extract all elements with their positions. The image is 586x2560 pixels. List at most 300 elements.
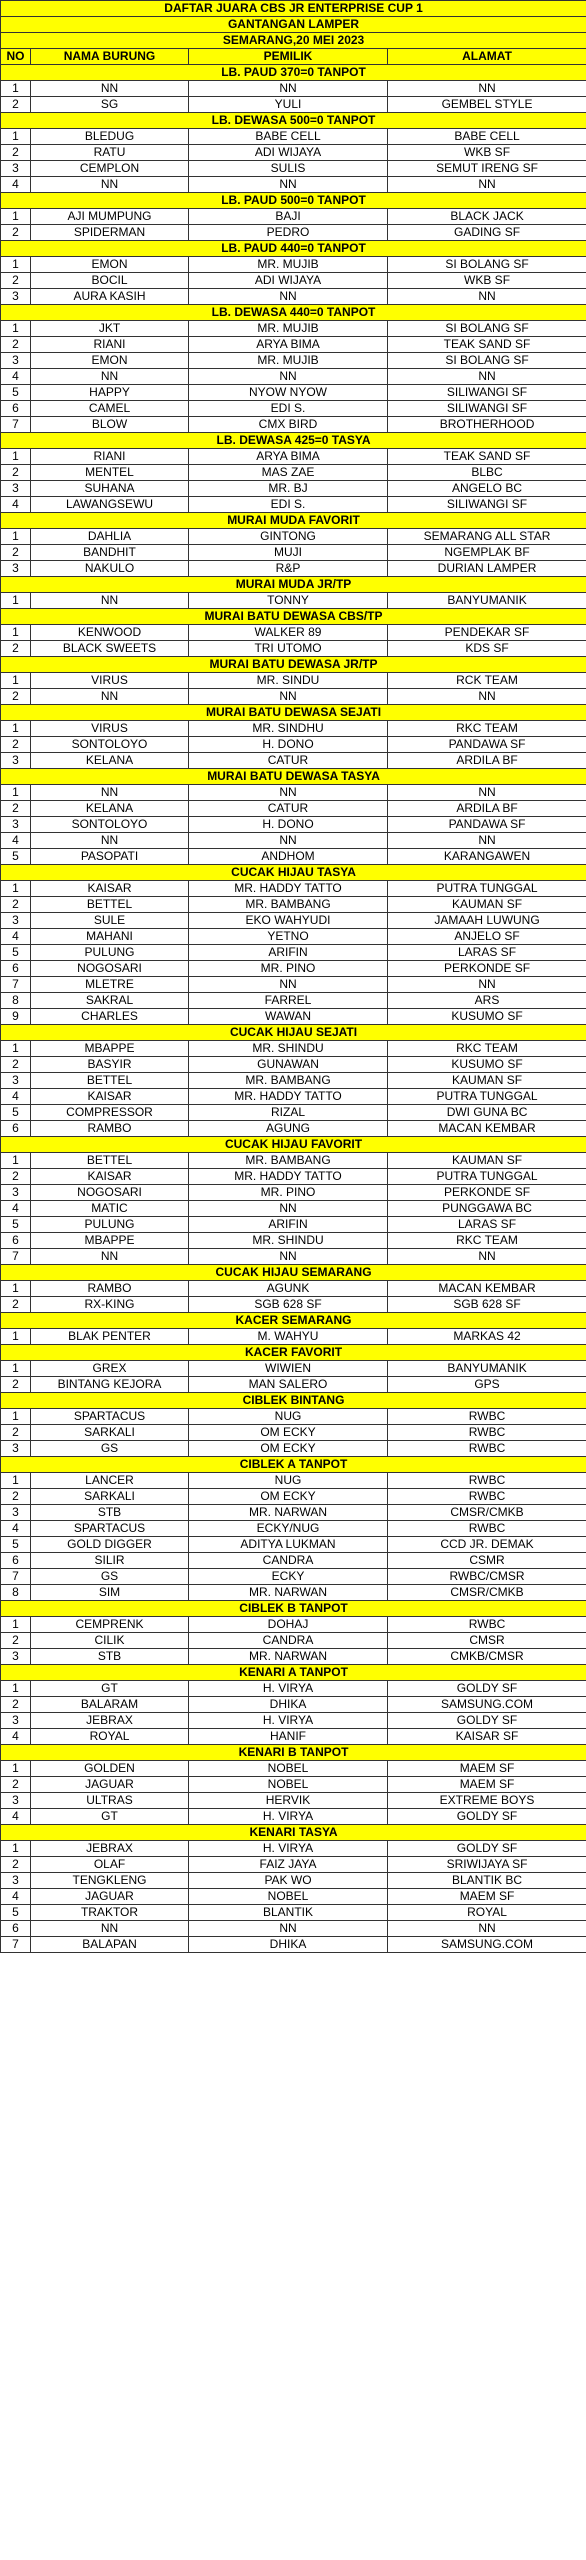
table-row <box>1 145 586 161</box>
owner-cell: NN <box>189 289 388 305</box>
owner-cell: FAIZ JAYA <box>189 1857 388 1873</box>
owner-cell: HERVIK <box>189 1793 388 1809</box>
bird-name-cell: SARKALI <box>31 1425 189 1441</box>
address-cell: SEMUT IRENG SF <box>388 161 586 177</box>
owner-cell: NN <box>189 977 388 993</box>
table-row <box>1 993 586 1009</box>
bird-name-cell: HAPPY <box>31 385 189 401</box>
owner-cell: MR. SHINDU <box>189 1041 388 1057</box>
owner-cell: YULI <box>189 97 388 113</box>
address-cell: ARS <box>388 993 586 1009</box>
rank-cell: 6 <box>1 1233 31 1249</box>
owner-cell: NN <box>189 785 388 801</box>
address-cell: WKB SF <box>388 145 586 161</box>
address-cell: GPS <box>388 1377 586 1393</box>
table-row <box>1 1201 586 1217</box>
section-title: MURAI BATU DEWASA JR/TP <box>1 657 586 673</box>
table-row <box>1 929 586 945</box>
address-cell: MACAN KEMBAR <box>388 1121 586 1137</box>
owner-cell: ECKY/NUG <box>189 1521 388 1537</box>
table-row <box>1 1041 586 1057</box>
section-header-row <box>1 1601 586 1617</box>
bird-name-cell: RX-KING <box>31 1297 189 1313</box>
rank-cell: 6 <box>1 401 31 417</box>
address-cell: LARAS SF <box>388 1217 586 1233</box>
address-cell: SILIWANGI SF <box>388 385 586 401</box>
section-title: KENARI B TANPOT <box>1 1745 586 1761</box>
venue: GANTANGAN LAMPER <box>1 17 586 33</box>
rank-cell: 1 <box>1 529 31 545</box>
section-header-row <box>1 1457 586 1473</box>
section-title: LB. DEWASA 500=0 TANPOT <box>1 113 586 129</box>
address-cell: NN <box>388 977 586 993</box>
section-header-row <box>1 1025 586 1041</box>
rank-cell: 1 <box>1 1473 31 1489</box>
bird-name-cell: LANCER <box>31 1473 189 1489</box>
rank-cell: 2 <box>1 1489 31 1505</box>
address-cell: CMSR/CMKB <box>388 1505 586 1521</box>
rank-cell: 4 <box>1 1521 31 1537</box>
owner-cell: H. DONO <box>189 817 388 833</box>
bird-name-cell: KAISAR <box>31 881 189 897</box>
rank-cell: 3 <box>1 289 31 305</box>
address-cell: MAEM SF <box>388 1889 586 1905</box>
table-row <box>1 1169 586 1185</box>
rank-cell: 9 <box>1 1009 31 1025</box>
address-cell: GOLDY SF <box>388 1841 586 1857</box>
address-cell: PUTRA TUNGGAL <box>388 1089 586 1105</box>
table-row <box>1 545 586 561</box>
owner-cell: BABE CELL <box>189 129 388 145</box>
bird-name-cell: NN <box>31 1921 189 1937</box>
owner-cell: H. VIRYA <box>189 1713 388 1729</box>
owner-cell: OM ECKY <box>189 1425 388 1441</box>
address-cell: ANJELO SF <box>388 929 586 945</box>
owner-cell: OM ECKY <box>189 1441 388 1457</box>
address-cell: MARKAS 42 <box>388 1329 586 1345</box>
table-row <box>1 337 586 353</box>
address-cell: RKC TEAM <box>388 721 586 737</box>
bird-name-cell: MBAPPE <box>31 1233 189 1249</box>
owner-cell: CANDRA <box>189 1633 388 1649</box>
rank-cell: 4 <box>1 1809 31 1825</box>
address-cell: RWBC <box>388 1409 586 1425</box>
owner-cell: CATUR <box>189 753 388 769</box>
table-row <box>1 129 586 145</box>
bird-name-cell: BLAK PENTER <box>31 1329 189 1345</box>
owner-cell: NUG <box>189 1409 388 1425</box>
rank-cell: 3 <box>1 1505 31 1521</box>
table-row <box>1 1569 586 1585</box>
rank-cell: 4 <box>1 1089 31 1105</box>
bird-name-cell: PASOPATI <box>31 849 189 865</box>
bird-name-cell: KELANA <box>31 801 189 817</box>
owner-cell: MR. SINDU <box>189 673 388 689</box>
rank-cell: 2 <box>1 337 31 353</box>
owner-cell: YETNO <box>189 929 388 945</box>
address-cell: NN <box>388 833 586 849</box>
owner-cell: ADI WIJAYA <box>189 273 388 289</box>
address-cell: SAMSUNG.COM <box>388 1937 586 1953</box>
document-title: DAFTAR JUARA CBS JR ENTERPRISE CUP 1 <box>1 1 586 17</box>
address-cell: ARDILA BF <box>388 801 586 817</box>
section-header-row <box>1 1665 586 1681</box>
bird-name-cell: GT <box>31 1809 189 1825</box>
owner-cell: MUJI <box>189 545 388 561</box>
owner-cell: MR. NARWAN <box>189 1649 388 1665</box>
rank-cell: 1 <box>1 785 31 801</box>
address-cell: GADING SF <box>388 225 586 241</box>
bird-name-cell: DAHLIA <box>31 529 189 545</box>
bird-name-cell: JEBRAX <box>31 1713 189 1729</box>
section-header-row <box>1 657 586 673</box>
bird-name-cell: BLOW <box>31 417 189 433</box>
address-cell: GEMBEL STYLE <box>388 97 586 113</box>
table-row <box>1 449 586 465</box>
rank-cell: 1 <box>1 1153 31 1169</box>
table-row <box>1 369 586 385</box>
rank-cell: 2 <box>1 1857 31 1873</box>
table-row <box>1 1649 586 1665</box>
owner-cell: MR. MUJIB <box>189 321 388 337</box>
owner-cell: EDI S. <box>189 497 388 513</box>
table-row <box>1 497 586 513</box>
address-cell: NN <box>388 81 586 97</box>
table-row <box>1 1185 586 1201</box>
bird-name-cell: TENGKLENG <box>31 1873 189 1889</box>
section-header-row <box>1 705 586 721</box>
address-cell: NN <box>388 689 586 705</box>
table-row <box>1 673 586 689</box>
address-cell: GOLDY SF <box>388 1809 586 1825</box>
rank-cell: 6 <box>1 1553 31 1569</box>
column-header-no: NO <box>1 49 31 65</box>
rank-cell: 8 <box>1 993 31 1009</box>
owner-cell: ARIFIN <box>189 945 388 961</box>
bird-name-cell: MATIC <box>31 1201 189 1217</box>
owner-cell: MR. NARWAN <box>189 1505 388 1521</box>
address-cell: MACAN KEMBAR <box>388 1281 586 1297</box>
owner-cell: BAJI <box>189 209 388 225</box>
section-title: KENARI A TANPOT <box>1 1665 586 1681</box>
table-row <box>1 1521 586 1537</box>
owner-cell: EDI S. <box>189 401 388 417</box>
bird-name-cell: GT <box>31 1681 189 1697</box>
owner-cell: MR. PINO <box>189 1185 388 1201</box>
bird-name-cell: SONTOLOYO <box>31 737 189 753</box>
address-cell: CMSR/CMKB <box>388 1585 586 1601</box>
address-cell: BABE CELL <box>388 129 586 145</box>
rank-cell: 3 <box>1 1073 31 1089</box>
section-title: LB. DEWASA 425=0 TASYA <box>1 433 586 449</box>
section-header-row <box>1 1313 586 1329</box>
rank-cell: 4 <box>1 833 31 849</box>
rank-cell: 1 <box>1 1329 31 1345</box>
bird-name-cell: BALARAM <box>31 1697 189 1713</box>
table-row <box>1 561 586 577</box>
table-row <box>1 1089 586 1105</box>
section-header-row <box>1 193 586 209</box>
address-cell: KUSUMO SF <box>388 1057 586 1073</box>
venue-row <box>1 17 586 33</box>
owner-cell: SULIS <box>189 161 388 177</box>
table-row <box>1 1761 586 1777</box>
owner-cell: NN <box>189 81 388 97</box>
table-row <box>1 801 586 817</box>
bird-name-cell: BASYIR <box>31 1057 189 1073</box>
address-cell: RWBC/CMSR <box>388 1569 586 1585</box>
rank-cell: 3 <box>1 481 31 497</box>
rank-cell: 3 <box>1 913 31 929</box>
address-cell: CCD JR. DEMAK <box>388 1537 586 1553</box>
owner-cell: NYOW NYOW <box>189 385 388 401</box>
rank-cell: 1 <box>1 321 31 337</box>
address-cell: SI BOLANG SF <box>388 353 586 369</box>
owner-cell: NOBEL <box>189 1889 388 1905</box>
table-row <box>1 961 586 977</box>
rank-cell: 3 <box>1 1185 31 1201</box>
bird-name-cell: NN <box>31 785 189 801</box>
table-row <box>1 1617 586 1633</box>
owner-cell: ARIFIN <box>189 1217 388 1233</box>
owner-cell: WIWIEN <box>189 1361 388 1377</box>
table-row <box>1 1793 586 1809</box>
owner-cell: R&P <box>189 561 388 577</box>
address-cell: SI BOLANG SF <box>388 321 586 337</box>
owner-cell: MR. NARWAN <box>189 1585 388 1601</box>
bird-name-cell: RIANI <box>31 449 189 465</box>
bird-name-cell: JKT <box>31 321 189 337</box>
owner-cell: MR. SINDHU <box>189 721 388 737</box>
bird-name-cell: BANDHIT <box>31 545 189 561</box>
section-title: KACER FAVORIT <box>1 1345 586 1361</box>
address-cell: LARAS SF <box>388 945 586 961</box>
owner-cell: EKO WAHYUDI <box>189 913 388 929</box>
owner-cell: PEDRO <box>189 225 388 241</box>
table-row <box>1 161 586 177</box>
rank-cell: 8 <box>1 1585 31 1601</box>
table-row <box>1 593 586 609</box>
rank-cell: 2 <box>1 1777 31 1793</box>
section-header-row <box>1 433 586 449</box>
address-cell: PENDEKAR SF <box>388 625 586 641</box>
owner-cell: BLANTIK <box>189 1905 388 1921</box>
bird-name-cell: BETTEL <box>31 897 189 913</box>
bird-name-cell: STB <box>31 1649 189 1665</box>
address-cell: SILIWANGI SF <box>388 401 586 417</box>
rank-cell: 5 <box>1 1217 31 1233</box>
table-row <box>1 1537 586 1553</box>
address-cell: JAMAAH LUWUNG <box>388 913 586 929</box>
owner-cell: FARREL <box>189 993 388 1009</box>
table-row <box>1 1009 586 1025</box>
section-header-row <box>1 241 586 257</box>
address-cell: RWBC <box>388 1617 586 1633</box>
table-row <box>1 1681 586 1697</box>
section-title: CIBLEK BINTANG <box>1 1393 586 1409</box>
table-row <box>1 385 586 401</box>
bird-name-cell: VIRUS <box>31 721 189 737</box>
rank-cell: 3 <box>1 1713 31 1729</box>
section-title: MURAI BATU DEWASA TASYA <box>1 769 586 785</box>
rank-cell: 3 <box>1 817 31 833</box>
table-row <box>1 977 586 993</box>
bird-name-cell: CEMPLON <box>31 161 189 177</box>
bird-name-cell: AURA KASIH <box>31 289 189 305</box>
section-header-row <box>1 1345 586 1361</box>
section-title: CIBLEK B TANPOT <box>1 1601 586 1617</box>
address-cell: NN <box>388 177 586 193</box>
owner-cell: MR. PINO <box>189 961 388 977</box>
rank-cell: 2 <box>1 545 31 561</box>
address-cell: MAEM SF <box>388 1777 586 1793</box>
bird-name-cell: VIRUS <box>31 673 189 689</box>
rank-cell: 1 <box>1 81 31 97</box>
bird-name-cell: KENWOOD <box>31 625 189 641</box>
bird-name-cell: NN <box>31 593 189 609</box>
owner-cell: MR. BAMBANG <box>189 897 388 913</box>
owner-cell: NOBEL <box>189 1777 388 1793</box>
section-header-row <box>1 513 586 529</box>
bird-name-cell: PULUNG <box>31 1217 189 1233</box>
rank-cell: 3 <box>1 1441 31 1457</box>
rank-cell: 1 <box>1 1617 31 1633</box>
bird-name-cell: KAISAR <box>31 1169 189 1185</box>
rank-cell: 6 <box>1 1921 31 1937</box>
bird-name-cell: GS <box>31 1569 189 1585</box>
rank-cell: 4 <box>1 1889 31 1905</box>
column-header-bird-name: NAMA BURUNG <box>31 49 189 65</box>
owner-cell: ADI WIJAYA <box>189 145 388 161</box>
table-row <box>1 641 586 657</box>
bird-name-cell: CEMPRENK <box>31 1617 189 1633</box>
rank-cell: 2 <box>1 1697 31 1713</box>
owner-cell: NUG <box>189 1473 388 1489</box>
table-row <box>1 1921 586 1937</box>
table-row <box>1 401 586 417</box>
owner-cell: NN <box>189 689 388 705</box>
bird-name-cell: BETTEL <box>31 1073 189 1089</box>
rank-cell: 1 <box>1 257 31 273</box>
rank-cell: 1 <box>1 1041 31 1057</box>
table-row <box>1 465 586 481</box>
bird-name-cell: ULTRAS <box>31 1793 189 1809</box>
table-row <box>1 1697 586 1713</box>
address-cell: BROTHERHOOD <box>388 417 586 433</box>
address-cell: PERKONDE SF <box>388 961 586 977</box>
column-header-address: ALAMAT <box>388 49 586 65</box>
rank-cell: 2 <box>1 737 31 753</box>
rank-cell: 7 <box>1 1937 31 1953</box>
owner-cell: CMX BIRD <box>189 417 388 433</box>
address-cell: SEMARANG ALL STAR <box>388 529 586 545</box>
address-cell: ROYAL <box>388 1905 586 1921</box>
rank-cell: 1 <box>1 1681 31 1697</box>
bird-name-cell: SPARTACUS <box>31 1521 189 1537</box>
section-header-row <box>1 1137 586 1153</box>
owner-cell: DHIKA <box>189 1937 388 1953</box>
address-cell: PUNGGAWA BC <box>388 1201 586 1217</box>
section-header-row <box>1 1745 586 1761</box>
rank-cell: 2 <box>1 897 31 913</box>
rank-cell: 4 <box>1 1729 31 1745</box>
table-row <box>1 1713 586 1729</box>
owner-cell: MR. BJ <box>189 481 388 497</box>
rank-cell: 1 <box>1 1281 31 1297</box>
table-row <box>1 1489 586 1505</box>
section-title: MURAI BATU DEWASA SEJATI <box>1 705 586 721</box>
rank-cell: 2 <box>1 801 31 817</box>
table-row <box>1 177 586 193</box>
address-cell: EXTREME BOYS <box>388 1793 586 1809</box>
address-cell: RWBC <box>388 1489 586 1505</box>
event-date: SEMARANG,20 MEI 2023 <box>1 33 586 49</box>
owner-cell: TONNY <box>189 593 388 609</box>
owner-cell: NN <box>189 1921 388 1937</box>
address-cell: ARDILA BF <box>388 753 586 769</box>
section-title: CIBLEK A TANPOT <box>1 1457 586 1473</box>
table-row <box>1 785 586 801</box>
owner-cell: ADITYA LUKMAN <box>189 1537 388 1553</box>
bird-name-cell: BETTEL <box>31 1153 189 1169</box>
address-cell: BLACK JACK <box>388 209 586 225</box>
address-cell: BANYUMANIK <box>388 593 586 609</box>
table-row <box>1 849 586 865</box>
owner-cell: AGUNK <box>189 1281 388 1297</box>
rank-cell: 1 <box>1 1361 31 1377</box>
owner-cell: TRI UTOMO <box>189 641 388 657</box>
bird-name-cell: NOGOSARI <box>31 1185 189 1201</box>
bird-name-cell: GOLD DIGGER <box>31 1537 189 1553</box>
column-header-row <box>1 49 586 65</box>
address-cell: DWI GUNA BC <box>388 1105 586 1121</box>
rank-cell: 1 <box>1 1409 31 1425</box>
address-cell: GOLDY SF <box>388 1713 586 1729</box>
bird-name-cell: NN <box>31 369 189 385</box>
table-row <box>1 817 586 833</box>
rank-cell: 1 <box>1 881 31 897</box>
table-row <box>1 209 586 225</box>
rank-cell: 4 <box>1 177 31 193</box>
owner-cell: H. VIRYA <box>189 1809 388 1825</box>
rank-cell: 2 <box>1 145 31 161</box>
rank-cell: 1 <box>1 721 31 737</box>
rank-cell: 6 <box>1 1121 31 1137</box>
owner-cell: NN <box>189 177 388 193</box>
bird-name-cell: PULUNG <box>31 945 189 961</box>
owner-cell: MR. SHINDU <box>189 1233 388 1249</box>
address-cell: CSMR <box>388 1553 586 1569</box>
address-cell: NN <box>388 289 586 305</box>
address-cell: RWBC <box>388 1473 586 1489</box>
bird-name-cell: EMON <box>31 353 189 369</box>
bird-name-cell: BINTANG KEJORA <box>31 1377 189 1393</box>
rank-cell: 1 <box>1 1761 31 1777</box>
owner-cell: NN <box>189 833 388 849</box>
section-title: CUCAK HIJAU TASYA <box>1 865 586 881</box>
bird-name-cell: CILIK <box>31 1633 189 1649</box>
address-cell: CMKB/CMSR <box>388 1649 586 1665</box>
table-row <box>1 833 586 849</box>
bird-name-cell: GREX <box>31 1361 189 1377</box>
address-cell: RKC TEAM <box>388 1233 586 1249</box>
section-title: LB. DEWASA 440=0 TANPOT <box>1 305 586 321</box>
section-header-row <box>1 65 586 81</box>
address-cell: NN <box>388 369 586 385</box>
rank-cell: 3 <box>1 1793 31 1809</box>
owner-cell: M. WAHYU <box>189 1329 388 1345</box>
owner-cell: MAS ZAE <box>189 465 388 481</box>
